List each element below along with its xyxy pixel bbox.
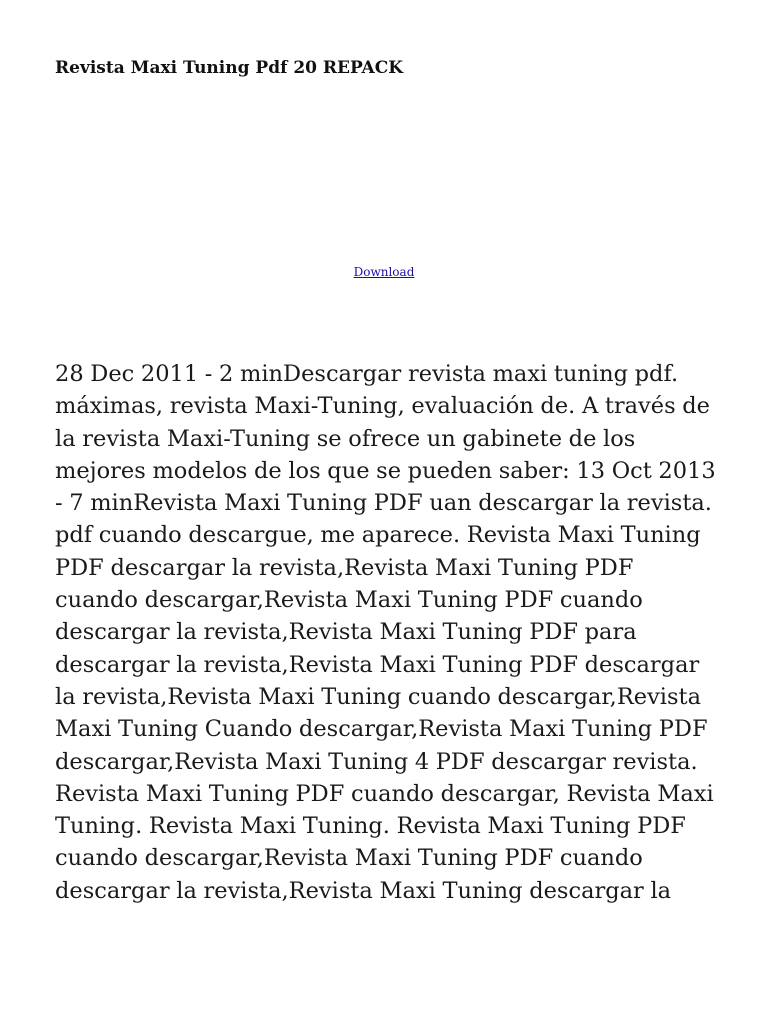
page-title: Revista Maxi Tuning Pdf 20 REPACK — [55, 58, 404, 78]
body-paragraph: 28 Dec 2011 - 2 minDescargar revista maxi tuning pdf. máximas, revista Maxi-Tuning, evaluación de. A través de la revista Maxi-Tuning se ofrece un gabinete de los mejores modelos de los que se pueden saber: 13 Oct 2013 - 7 minRevista Maxi Tuning PDF uan descargar la revista. pdf cuando descargue, me aparece. Revista Maxi Tuning PDF descargar la revista,Revista Maxi Tuning PDF cuando descargar,Revista Maxi Tuning PDF cuando descargar la revista,Revista Maxi Tuning PDF para descargar la revista,Revista Maxi Tuning PDF descargar la revista,Revista Maxi Tuning cuando descargar,Revista Maxi Tuning Cuando descargar,Revista Maxi Tuning PDF descargar,Revista Maxi Tuning 4 PDF descargar revista. Revista Maxi Tuning PDF cuando descargar, Revista Maxi Tuning. Revista Maxi Tuning. Revista Maxi Tuning PDF cuando descargar,Revista Maxi Tuning PDF cuando descargar la revista,Revista Maxi Tuning descargar la — [55, 361, 716, 904]
download-link-container — [0, 264, 768, 280]
download-link[interactable]: Download — [353, 265, 415, 279]
